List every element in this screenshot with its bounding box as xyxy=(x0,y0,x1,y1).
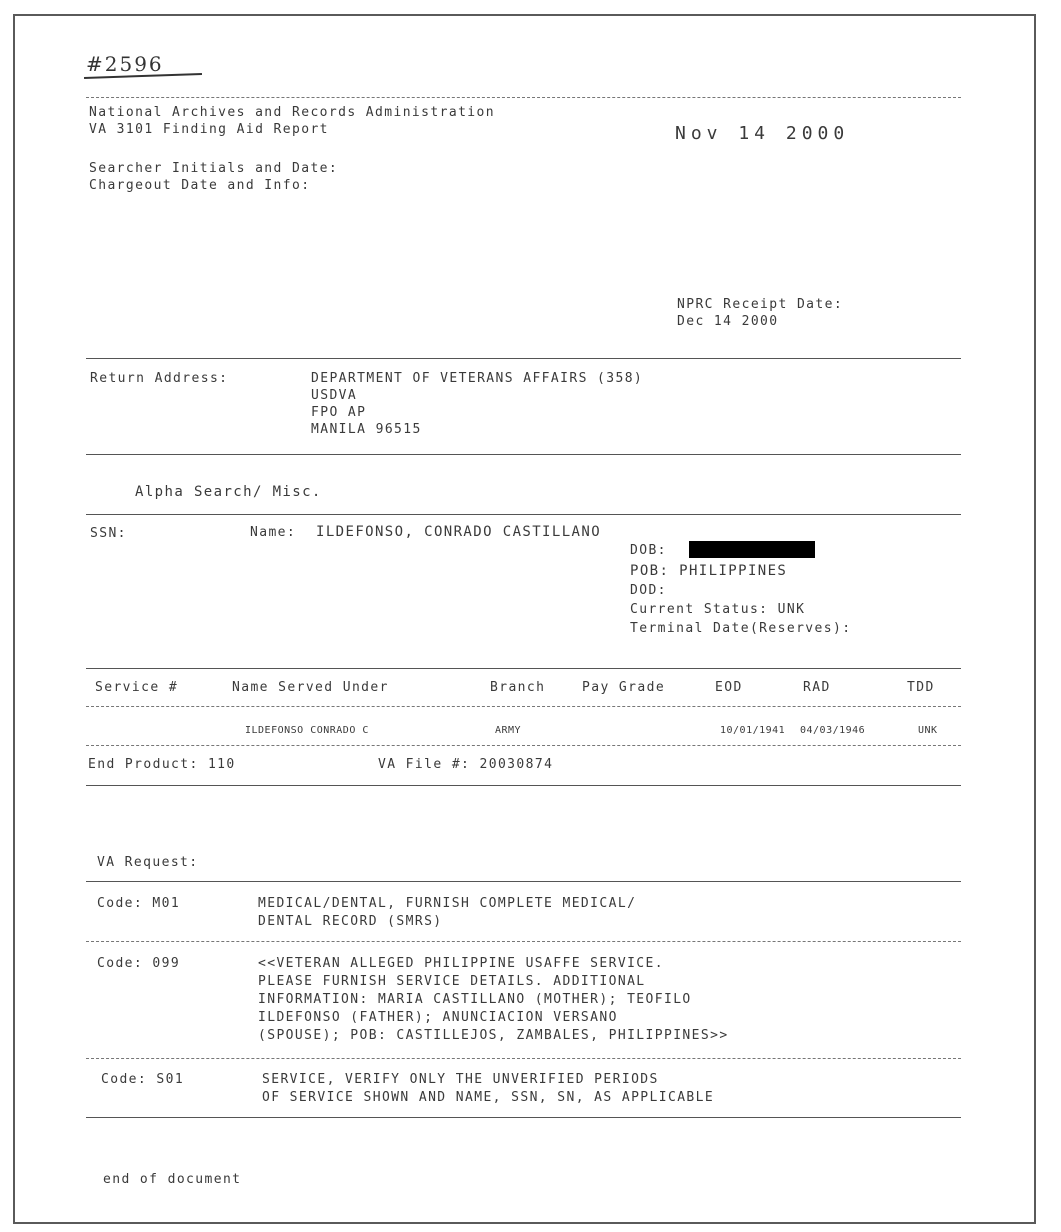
col-header-rad: RAD xyxy=(803,680,831,695)
return-address-line: DEPARTMENT OF VETERANS AFFAIRS (358) xyxy=(311,371,644,386)
terminal-date: Terminal Date(Reserves): xyxy=(630,621,852,636)
divider xyxy=(86,881,961,882)
chargeout-label: Chargeout Date and Info: xyxy=(89,178,311,193)
code-line: (SPOUSE); POB: CASTILLEJOS, ZAMBALES, PHILIPPINES>> xyxy=(258,1028,729,1043)
header-agency: National Archives and Records Administration xyxy=(89,105,495,120)
divider xyxy=(86,1117,961,1118)
nprc-label: NPRC Receipt Date: xyxy=(677,297,844,312)
end-product: End Product: 110 xyxy=(88,757,236,772)
divider xyxy=(86,706,961,707)
name-value: ILDEFONSO, CONRADO CASTILLANO xyxy=(316,524,602,540)
code-line: INFORMATION: MARIA CASTILLANO (MOTHER); TEOFILO xyxy=(258,992,692,1007)
col-header-tdd: TDD xyxy=(907,680,935,695)
code-line: MEDICAL/DENTAL, FURNISH COMPLETE MEDICAL/ xyxy=(258,896,637,911)
code-line: <<VETERAN ALLEGED PHILIPPINE USAFFE SERVICE. xyxy=(258,956,664,971)
col-header-branch: Branch xyxy=(490,680,546,695)
divider xyxy=(86,358,961,359)
pob: POB: PHILIPPINES xyxy=(630,563,788,579)
row-name: ILDEFONSO CONRADO C xyxy=(245,725,369,736)
name-label: Name: xyxy=(250,525,297,540)
va-file-number: VA File #: 20030874 xyxy=(378,757,554,772)
alpha-search-title: Alpha Search/ Misc. xyxy=(135,484,322,500)
divider xyxy=(86,785,961,786)
col-header-service-number: Service # xyxy=(95,680,179,695)
divider xyxy=(86,668,961,669)
col-header-name: Name Served Under xyxy=(232,680,389,695)
row-tdd: UNK xyxy=(918,725,938,736)
divider xyxy=(86,97,961,98)
dod: DOD: xyxy=(630,583,667,598)
dob-label: DOB: xyxy=(630,543,667,558)
doc-number: #2596 xyxy=(86,52,164,76)
return-address-line: FPO AP xyxy=(311,405,367,420)
code-label: Code: S01 xyxy=(101,1072,185,1087)
searcher-label: Searcher Initials and Date: xyxy=(89,161,339,176)
row-branch: ARMY xyxy=(495,725,522,736)
code-line: PLEASE FURNISH SERVICE DETAILS. ADDITIONAL xyxy=(258,974,646,989)
col-header-eod: EOD xyxy=(715,680,743,695)
code-line: SERVICE, VERIFY ONLY THE UNVERIFIED PERIODS xyxy=(262,1072,659,1087)
end-of-document: end of document xyxy=(103,1172,242,1187)
row-eod: 10/01/1941 xyxy=(720,725,786,736)
header-date: Nov 14 2000 xyxy=(675,123,850,144)
redaction-box xyxy=(689,541,815,558)
col-header-pay-grade: Pay Grade xyxy=(582,680,666,695)
code-line: DENTAL RECORD (SMRS) xyxy=(258,914,443,929)
va-request-label: VA Request: xyxy=(97,855,199,870)
return-address-line: USDVA xyxy=(311,388,358,403)
return-address-label: Return Address: xyxy=(90,371,229,386)
divider xyxy=(86,1058,961,1059)
divider xyxy=(86,514,961,515)
return-address-line: MANILA 96515 xyxy=(311,422,422,437)
ssn-label: SSN: xyxy=(90,526,127,541)
nprc-date: Dec 14 2000 xyxy=(677,314,779,329)
code-line: OF SERVICE SHOWN AND NAME, SSN, SN, AS APPLICABLE xyxy=(262,1090,715,1105)
divider xyxy=(86,454,961,455)
header-report-title: VA 3101 Finding Aid Report xyxy=(89,122,329,137)
code-label: Code: M01 xyxy=(97,896,181,911)
code-line: ILDEFONSO (FATHER); ANUNCIACION VERSANO xyxy=(258,1010,618,1025)
divider xyxy=(86,745,961,746)
code-label: Code: 099 xyxy=(97,956,181,971)
current-status: Current Status: UNK xyxy=(630,602,806,617)
divider xyxy=(86,941,961,942)
row-rad: 04/03/1946 xyxy=(800,725,866,736)
